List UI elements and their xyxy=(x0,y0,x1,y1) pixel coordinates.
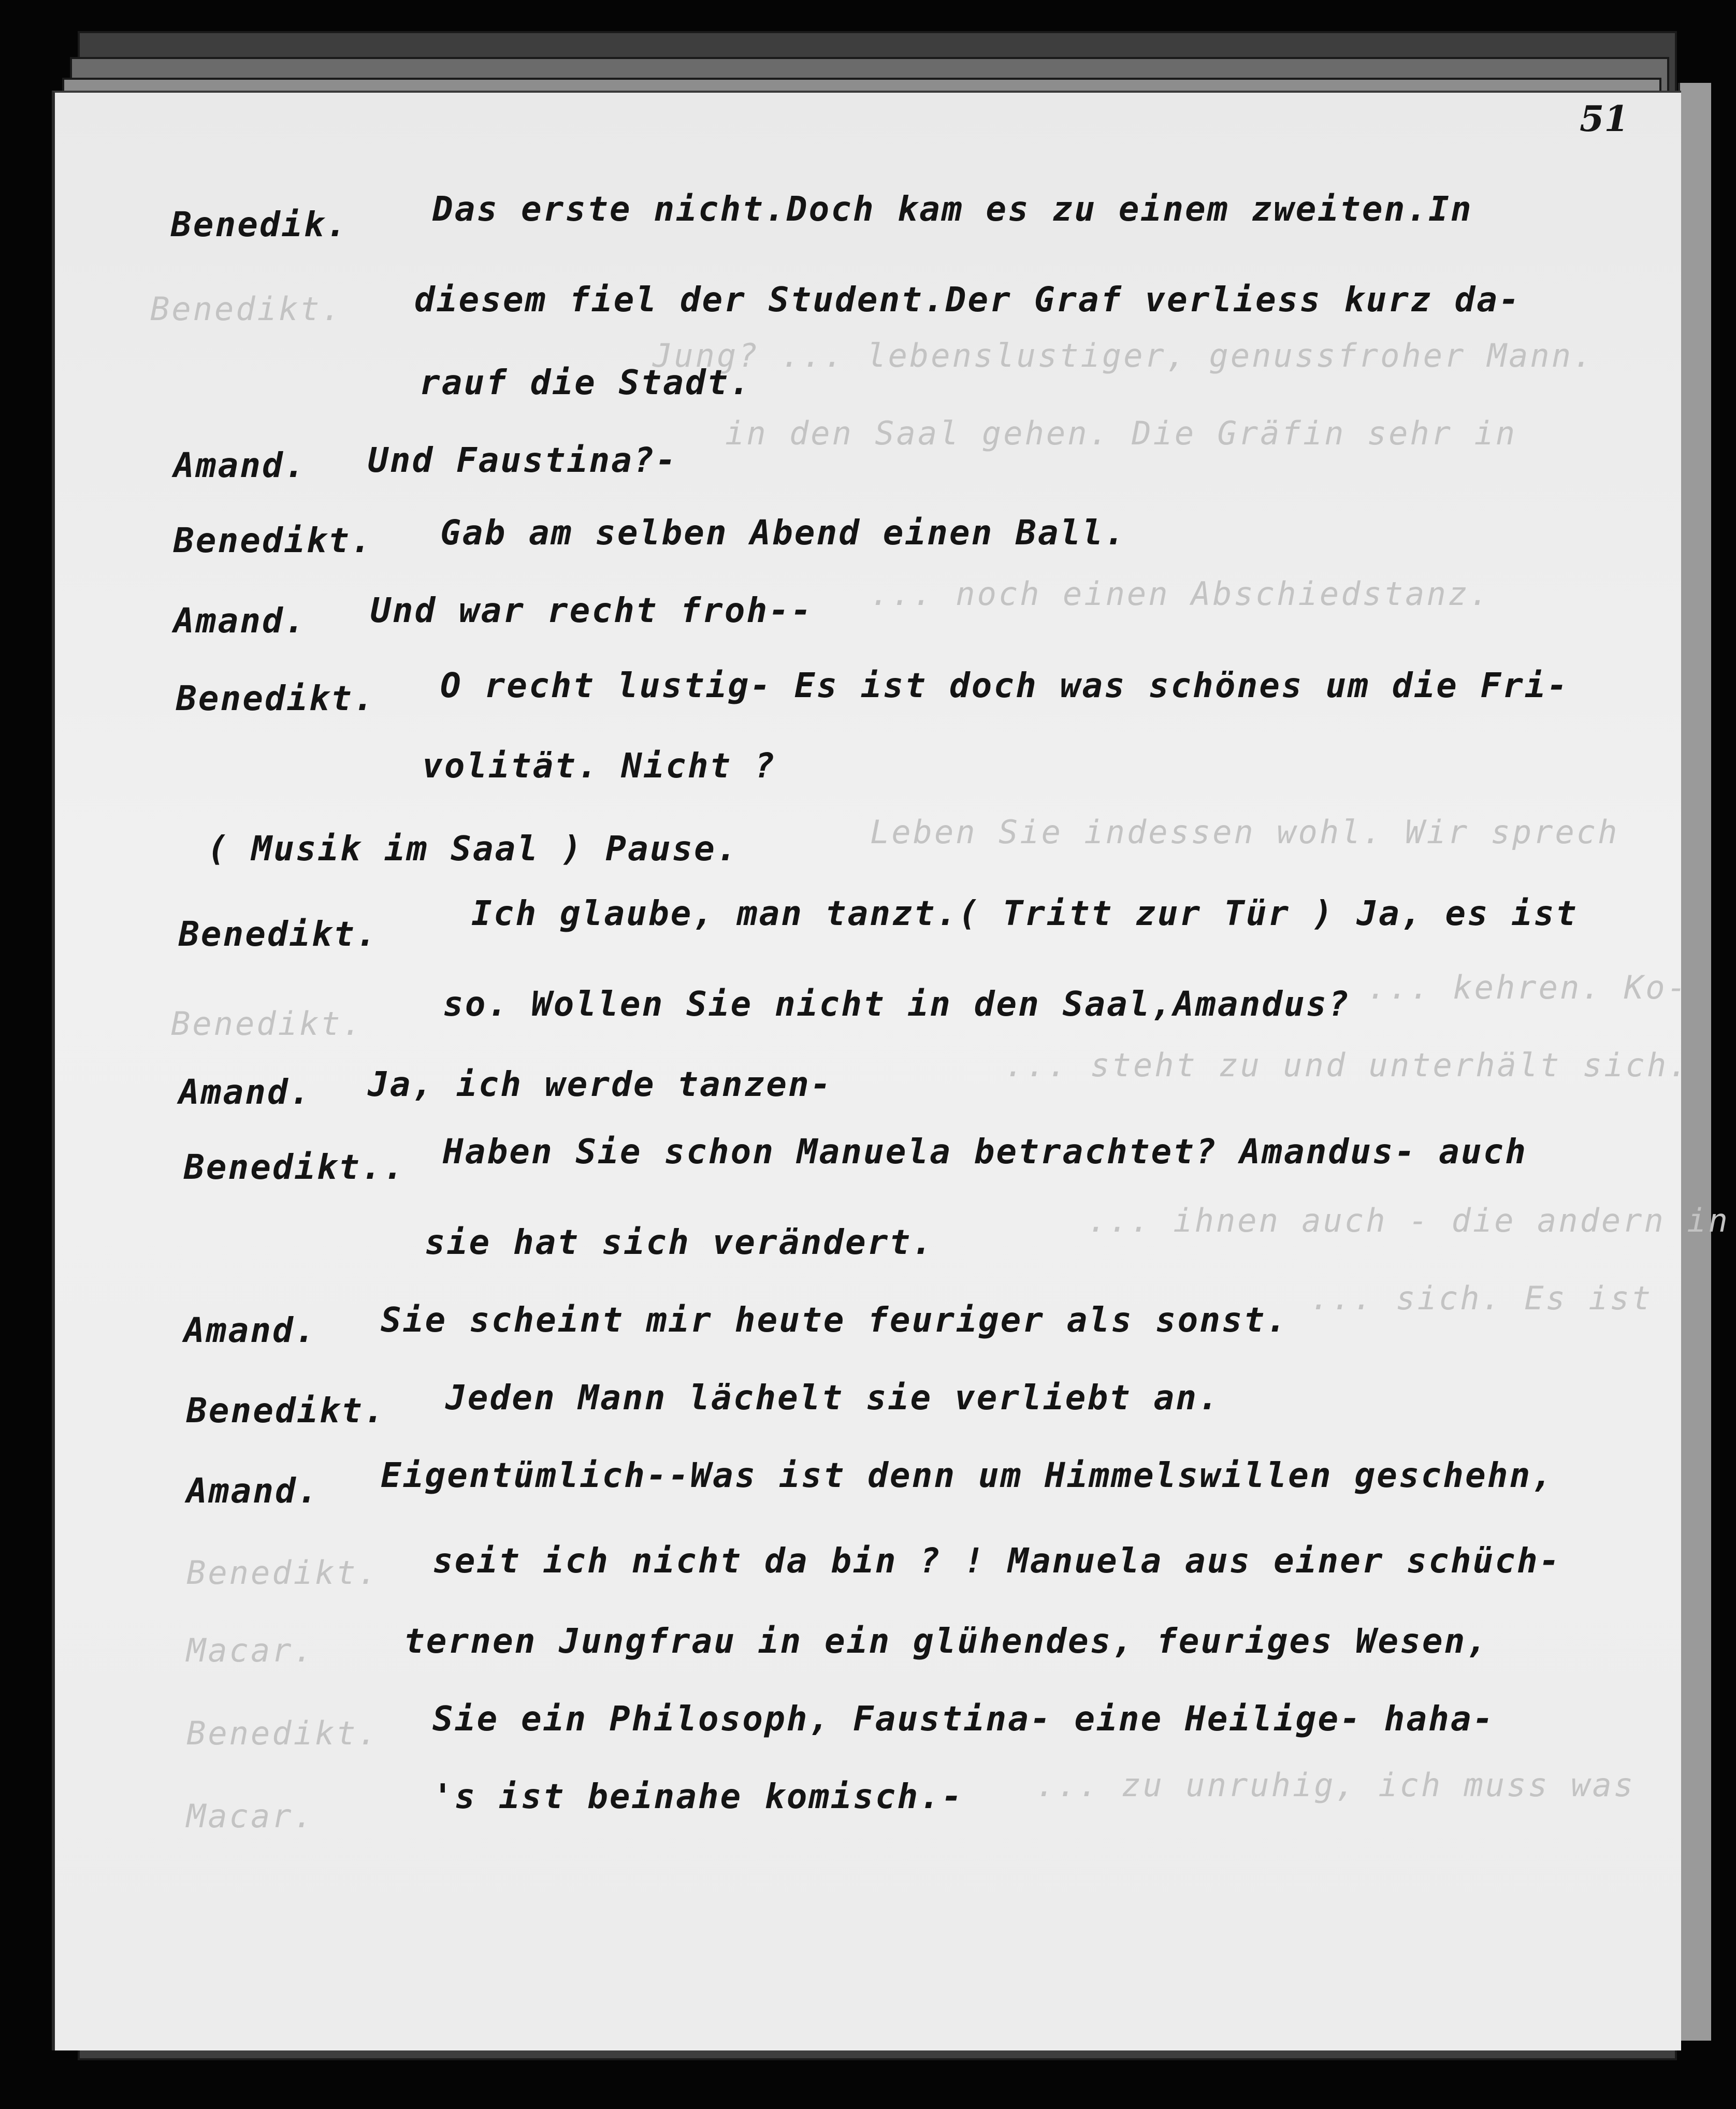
bleed-through-text: ... ihnen auch - die andern in xyxy=(1088,1202,1730,1239)
speaker-label: Amand. xyxy=(184,1310,317,1350)
stage-direction: ( Musik im Saal ) Pause. xyxy=(207,829,739,869)
bleed-through-text: in den Saal gehen. Die Gräfin sehr in xyxy=(725,414,1517,452)
dialogue-line: Haben Sie schon Manuela betrachtet? Amandus- auch xyxy=(443,1132,1528,1172)
speaker-label: Amand. xyxy=(173,601,307,641)
dialogue-line: Jeden Mann lächelt sie verliebt an. xyxy=(445,1378,1220,1418)
bleed-through-text: ... steht zu und unterhält sich. xyxy=(1005,1046,1690,1084)
dialogue-line: ternen Jungfrau in ein glühendes, feuriges Wesen, xyxy=(404,1621,1489,1661)
speaker-label: Benedikt.. xyxy=(184,1147,406,1187)
bleed-through-text: Benedikt. xyxy=(186,1554,379,1592)
dialogue-line: Ich glaube, man tanzt.( Tritt zur Tür ) Ja, es ist xyxy=(471,893,1578,933)
bleed-through-text: Benedikt. xyxy=(186,1714,379,1752)
speaker-label: Amand. xyxy=(173,445,307,485)
speaker-label: Benedikt. xyxy=(179,914,378,954)
bleed-through-text: ... kehren. Ko- xyxy=(1367,969,1688,1006)
dialogue-line: Das erste nicht.Doch kam es zu einem zweiten.In xyxy=(432,189,1473,229)
speaker-label: Amand. xyxy=(186,1471,320,1511)
dialogue-line: Ja, ich werde tanzen- xyxy=(368,1064,833,1104)
bleed-through-text: ... noch einen Abschiedstanz. xyxy=(870,575,1491,613)
bleed-through-text: Benedikt. xyxy=(171,1005,364,1043)
dialogue-line: volität. Nicht ? xyxy=(422,746,776,786)
bleed-through-text: Macar. xyxy=(186,1631,315,1669)
speaker-label: Benedikt. xyxy=(173,521,373,560)
page-number: 51 xyxy=(1580,98,1629,140)
speaker-label: Benedik. xyxy=(171,205,348,244)
bleed-through-text: Jung? ... lebenslustiger, genussfroher Mann. xyxy=(653,337,1595,374)
dialogue-line: rauf die Stadt. xyxy=(419,363,752,402)
dialogue-line: Sie ein Philosoph, Faustina- eine Heilige- haha- xyxy=(432,1699,1495,1739)
dialogue-line: diesem fiel der Student.Der Graf verliess kurz da- xyxy=(414,280,1521,320)
speaker-label: Amand. xyxy=(179,1072,312,1112)
speaker-label: Benedikt. xyxy=(176,678,375,718)
dialogue-line: Gab am selben Abend einen Ball. xyxy=(440,513,1126,553)
dialogue-line: sie hat sich verändert. xyxy=(425,1222,934,1262)
dialogue-line: Und Faustina?- xyxy=(368,440,678,480)
dialogue-line: 's ist beinahe komisch.- xyxy=(432,1776,964,1816)
dialogue-line: Und war recht froh-- xyxy=(370,590,813,630)
dialogue-line: seit ich nicht da bin ? ! Manuela aus einer schüch- xyxy=(432,1541,1561,1581)
dialogue-line: O recht lustig- Es ist doch was schönes um die Fri- xyxy=(440,666,1569,705)
dialogue-line: Sie scheint mir heute feuriger als sonst. xyxy=(381,1300,1289,1340)
dialogue-line: Eigentümlich--Was ist denn um Himmelswillen geschehn, xyxy=(381,1455,1554,1495)
speaker-label: Benedikt. xyxy=(186,1391,386,1431)
bleed-through-text: Macar. xyxy=(186,1797,315,1835)
dialogue-line: so. Wollen Sie nicht in den Saal,Amandus? xyxy=(443,984,1351,1024)
bleed-through-text: Leben Sie indessen wohl. Wir sprech xyxy=(870,813,1619,851)
bleed-through-text: ... zu unruhig, ich muss was xyxy=(1036,1766,1636,1804)
bleed-through-text: Benedikt. xyxy=(150,290,343,328)
bleed-through-text: ... sich. Es ist xyxy=(1310,1279,1653,1317)
